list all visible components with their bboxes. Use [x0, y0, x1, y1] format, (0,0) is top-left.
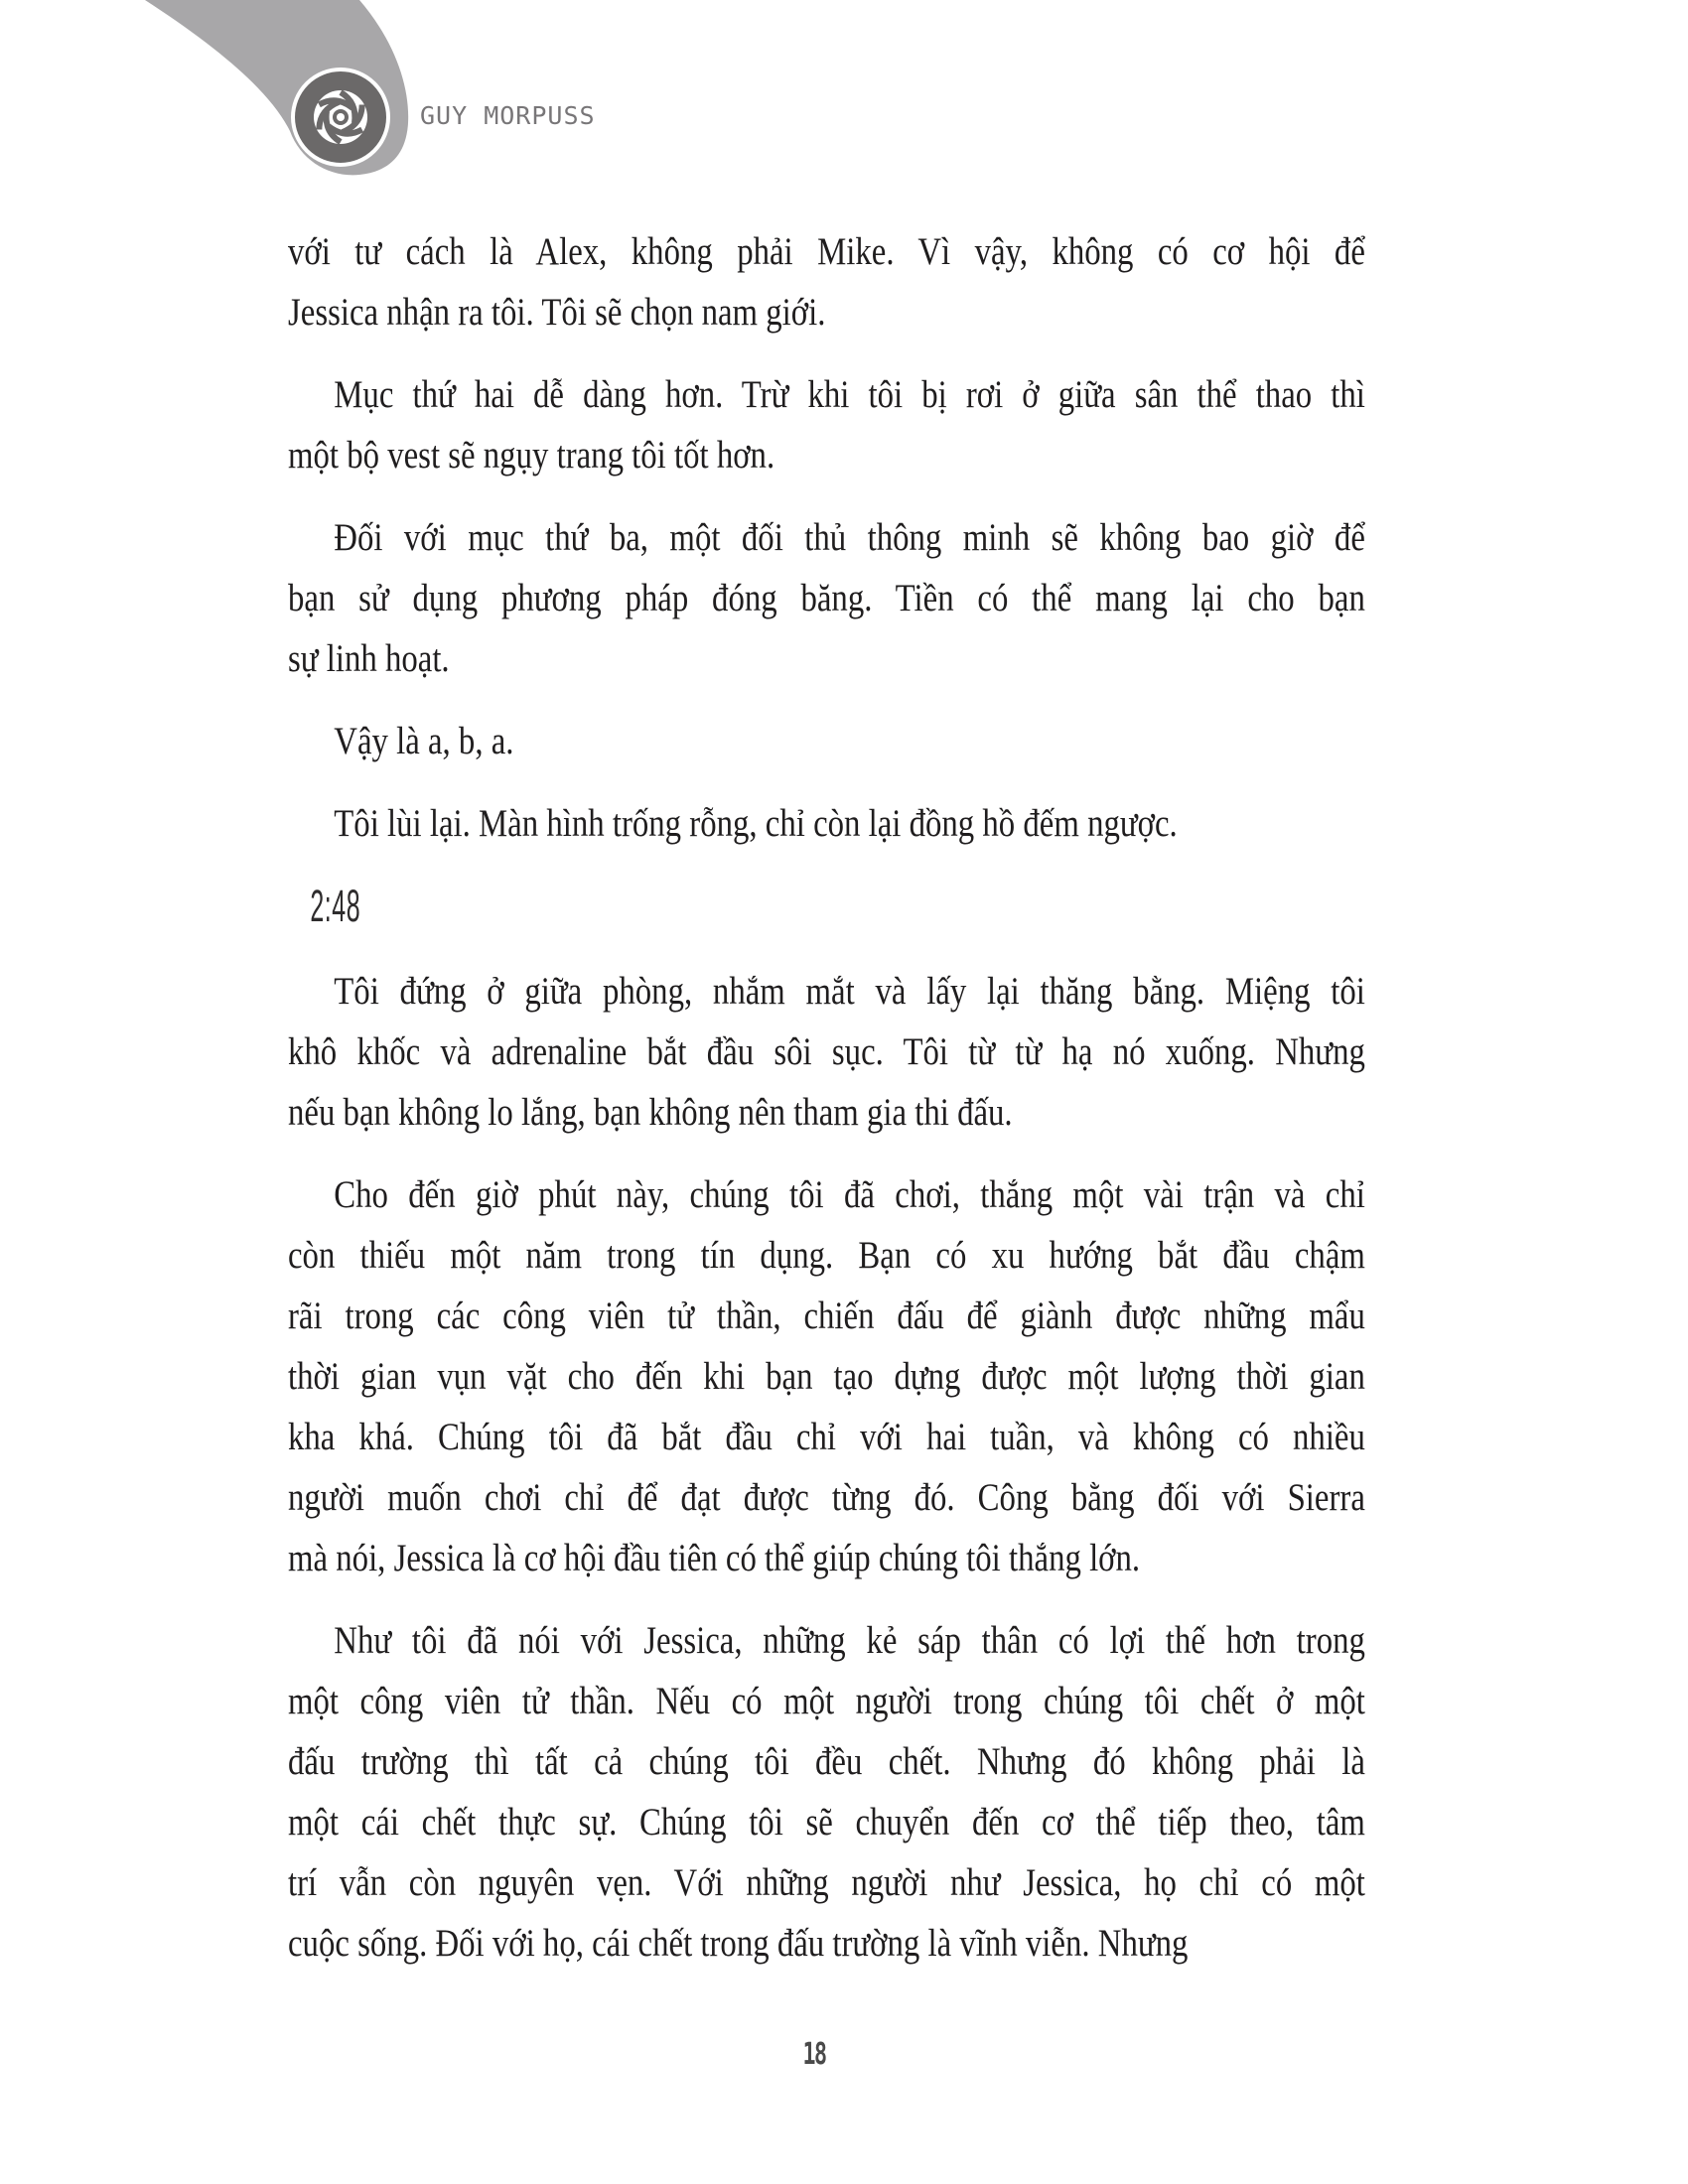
paragraph — [288, 711, 1365, 771]
text-line: Cho đến giờ phút này, chúng tôi đã chơi, thắng một vài trận và chỉ — [334, 1173, 1365, 1216]
text-line: kha khá. Chúng tôi đã bắt đầu chỉ với hai tuần, và không có nhiều — [288, 1416, 1365, 1458]
text-line: Đối với mục thứ ba, một đối thủ thông minh sẽ không bao giờ để — [334, 516, 1365, 559]
text-line: trí vẫn còn nguyên vẹn. Với những người như Jessica, họ chỉ có một — [288, 1861, 1365, 1904]
text-line: Mục thứ hai dễ dàng hơn. Trừ khi tôi bị rơi ở giữa sân thể thao thì — [334, 373, 1365, 416]
text-line: Tôi lùi lại. Màn hình trống rỗng, chỉ còn lại đồng hồ đếm ngược. — [334, 802, 1178, 845]
text-line: cuộc sống. Đối với họ, cái chết trong đấu trường là vĩnh viễn. Nhưng — [288, 1922, 1189, 1965]
author-name: GUY MORPUSS — [420, 101, 596, 130]
paragraph — [288, 1164, 1365, 1588]
text-line: nếu bạn không lo lắng, bạn không nên tham gia thi đấu. — [288, 1091, 1013, 1134]
paragraph — [288, 1610, 1365, 1974]
text-line — [288, 876, 1365, 939]
text-line: một cái chết thực sự. Chúng tôi sẽ chuyển đến cơ thể tiếp theo, tâm — [288, 1801, 1365, 1843]
text-line: Vậy là a, b, a. — [334, 720, 514, 762]
text-line: rãi trong các công viên tử thần, chiến đấu để giành được những mẩu — [288, 1295, 1365, 1337]
publisher-logo — [0, 0, 467, 189]
paragraph — [288, 364, 1365, 485]
countdown-timer — [288, 876, 1365, 939]
paragraph — [288, 221, 1365, 342]
timer-value: 2:48 — [310, 881, 361, 931]
text-line: còn thiếu một năm trong tín dụng. Bạn có xu hướng bắt đầu chậm — [288, 1234, 1365, 1277]
text-line: Jessica nhận ra tôi. Tôi sẽ chọn nam giới. — [288, 291, 826, 334]
text-line: một bộ vest sẽ ngụy trang tôi tốt hơn. — [288, 434, 775, 477]
text-line: mà nói, Jessica là cơ hội đầu tiên có thể giúp chúng tôi thắng lớn. — [288, 1537, 1141, 1579]
text-line: người muốn chơi chỉ để đạt được từng đó. Công bằng đối với Sierra — [288, 1476, 1365, 1519]
text-line: khô khốc và adrenaline bắt đầu sôi sục. Tôi từ từ hạ nó xuống. Nhưng — [288, 1030, 1365, 1073]
paragraph — [288, 961, 1365, 1143]
text-line: một công viên tử thần. Nếu có một người trong chúng tôi chết ở một — [288, 1680, 1365, 1722]
paragraph — [288, 793, 1365, 854]
text-line: sự linh hoạt. — [288, 637, 450, 680]
page-number: 18 — [802, 2037, 826, 2072]
text-line: với tư cách là Alex, không phải Mike. Vì vậy, không có cơ hội để — [288, 230, 1365, 273]
text-line: Như tôi đã nói với Jessica, những kẻ sáp thân có lợi thế hơn trong — [334, 1619, 1365, 1662]
paragraph — [288, 507, 1365, 689]
text-line: thời gian vụn vặt cho đến khi bạn tạo dựng được một lượng thời gian — [288, 1355, 1365, 1398]
text-line: đấu trường thì tất cả chúng tôi đều chết. Nhưng đó không phải là — [288, 1740, 1365, 1783]
text-line: Tôi đứng ở giữa phòng, nhắm mắt và lấy lại thăng bằng. Miệng tôi — [334, 970, 1365, 1013]
text-line: bạn sử dụng phương pháp đóng băng. Tiền có thể mang lại cho bạn — [288, 577, 1365, 619]
text-block — [288, 221, 1365, 1995]
